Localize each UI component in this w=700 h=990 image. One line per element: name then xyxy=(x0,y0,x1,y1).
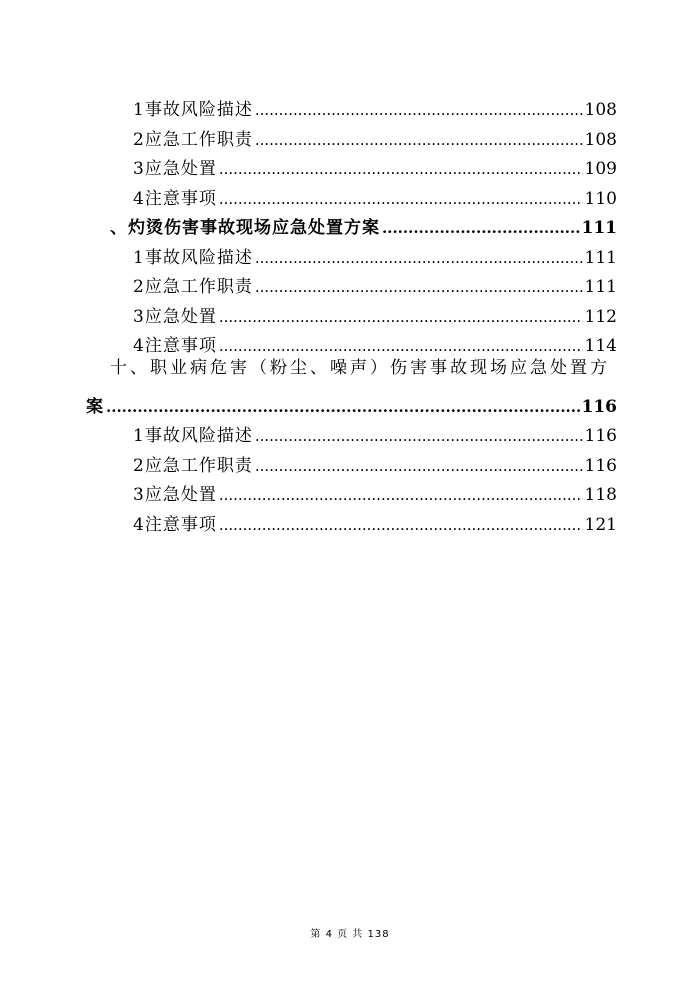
toc-entry[interactable] xyxy=(133,122,617,150)
toc-entry[interactable] xyxy=(133,240,617,268)
toc-leader-dots xyxy=(255,100,583,120)
toc-leader-dots xyxy=(255,277,583,297)
toc-section-title: 、灼烫伤害事故现场应急处置方案 xyxy=(110,218,380,238)
toc-entry-page: 108 xyxy=(584,130,617,150)
toc-section-page: 116 xyxy=(581,397,617,417)
page-footer: 第 4 页 共 138 xyxy=(310,929,390,940)
toc-entry-page: 112 xyxy=(584,307,617,327)
toc-section-page: 111 xyxy=(581,218,617,238)
toc-entry[interactable] xyxy=(133,477,617,505)
toc-entry-page: 109 xyxy=(584,159,617,179)
toc-entry-page: 111 xyxy=(584,277,617,297)
toc-entry[interactable] xyxy=(133,269,617,297)
toc-leader-dots xyxy=(255,130,583,150)
toc-leader-dots xyxy=(255,248,583,268)
toc-entry-page: 111 xyxy=(584,248,617,268)
toc-entry-title: 1事故风险描述 xyxy=(133,100,253,120)
toc-entry-title: 3应急处置 xyxy=(133,485,217,505)
toc-leader-dots xyxy=(255,456,583,476)
toc-entry-page: 116 xyxy=(584,426,617,446)
toc-entry-title: 2应急工作职责 xyxy=(133,277,253,297)
toc-entry-title: 3应急处置 xyxy=(133,307,217,327)
toc-entry-title: 1事故风险描述 xyxy=(133,426,253,446)
toc-entry-title: 1事故风险描述 xyxy=(133,248,253,268)
toc-leader-dots xyxy=(219,336,583,356)
toc-entry-page: 114 xyxy=(584,336,617,356)
toc-entry-title: 3应急处置 xyxy=(133,159,217,179)
toc-leader-dots xyxy=(255,426,583,446)
toc-section-ten-line1[interactable]: 十、职业病危害（粉尘、噪声）伤害事故现场应急处置方 xyxy=(110,358,610,378)
toc-leader-dots xyxy=(219,515,583,535)
toc-entry-page: 116 xyxy=(584,456,617,476)
toc-section-entry[interactable] xyxy=(86,389,617,417)
toc-leader-dots xyxy=(219,485,583,505)
toc-entry-title: 2应急工作职责 xyxy=(133,456,253,476)
toc-section-title-continued: 案 xyxy=(86,397,104,417)
toc-entry[interactable] xyxy=(133,92,617,120)
toc-entry-title: 2应急工作职责 xyxy=(133,130,253,150)
toc-leader-dots xyxy=(219,189,583,209)
toc-entry[interactable] xyxy=(133,507,617,535)
toc-leader-dots xyxy=(106,397,580,417)
toc-leader-dots xyxy=(219,159,583,179)
toc-entry-title: 4注意事项 xyxy=(133,189,217,209)
toc-entry-page: 110 xyxy=(584,189,617,209)
toc-entry[interactable] xyxy=(133,328,617,356)
toc-entry[interactable] xyxy=(133,181,617,209)
toc-entry-page: 118 xyxy=(584,485,617,505)
toc-entry[interactable] xyxy=(133,418,617,446)
toc-entry-title: 4注意事项 xyxy=(133,515,217,535)
toc-entry[interactable] xyxy=(133,448,617,476)
toc-entry[interactable] xyxy=(133,151,617,179)
toc-leader-dots xyxy=(219,307,583,327)
toc-entry-title: 4注意事项 xyxy=(133,336,217,356)
toc-entry[interactable] xyxy=(133,299,617,327)
toc-section-entry[interactable] xyxy=(110,210,617,238)
toc-leader-dots xyxy=(382,218,580,238)
toc-entry-page: 121 xyxy=(584,515,617,535)
toc-entry-page: 108 xyxy=(584,100,617,120)
